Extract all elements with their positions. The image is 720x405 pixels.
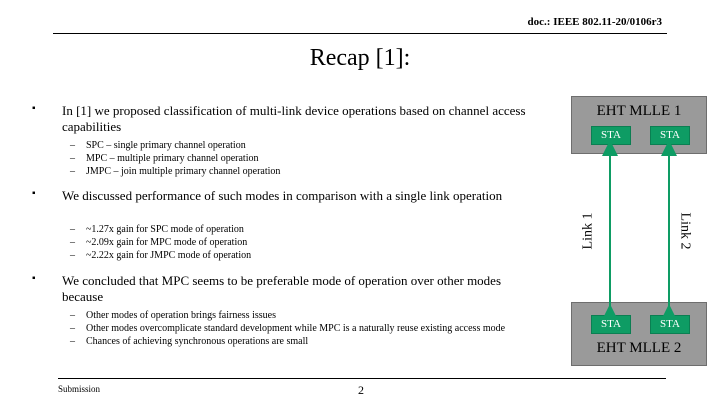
sub-item: – Chances of achieving synchronous operations are small: [70, 336, 309, 347]
sta-mlle1-right: STA: [650, 126, 690, 145]
bullet-1-text: In [1] we proposed classification of multi-link device operations based on channel access capabilities: [62, 103, 526, 134]
eht-mlle-2-label: EHT MLLE 2: [596, 340, 682, 356]
sta-mlle1-left: STA: [591, 126, 631, 145]
link-2-label: Link 2: [677, 212, 693, 250]
sub-item: – ~2.09x gain for MPC mode of operation: [70, 237, 248, 248]
eht-mlle-1-label: EHT MLLE 1: [596, 103, 682, 119]
sub-item: – ~2.22x gain for JMPC mode of operation: [70, 250, 252, 261]
sta-mlle2-right: STA: [650, 315, 690, 334]
bullet-3-subs: [70, 309, 560, 348]
document-id: doc.: IEEE 802.11-20/0106r3: [527, 16, 662, 28]
sub-item: – Other modes overcomplicate standard development while MPC is a naturally reuse existing access mode: [70, 323, 506, 334]
slide-title: Recap [1]:: [309, 45, 411, 71]
page-number: 2: [358, 383, 364, 397]
footer-submission: Submission: [58, 384, 101, 394]
sta-mlle2-left: STA: [591, 315, 631, 334]
link-1-label: Link 1: [580, 212, 596, 250]
bullet-2-subs: [70, 223, 251, 262]
bullet-marker: ▪: [32, 103, 36, 114]
sub-item: – JMPC – join multiple primary channel operation: [70, 166, 281, 177]
bullet-2-text: We discussed performance of such modes in comparison with a single link operation: [62, 188, 503, 203]
bullet-marker: ▪: [32, 273, 36, 284]
bullet-3-text: We concluded that MPC seems to be preferable mode of operation over other modes because: [62, 273, 502, 304]
sub-item: – ~1.27x gain for SPC mode of operation: [70, 224, 244, 235]
footer-divider: [58, 378, 666, 379]
sub-item: – MPC – multiple primary channel operation: [70, 153, 259, 164]
sub-item: – SPC – single primary channel operation: [70, 140, 246, 151]
header-divider: [53, 33, 667, 34]
bullet-marker: ▪: [32, 188, 36, 199]
bullet-1-subs: [70, 139, 280, 178]
sub-item: – Other modes of operation brings fairness issues: [70, 310, 276, 321]
